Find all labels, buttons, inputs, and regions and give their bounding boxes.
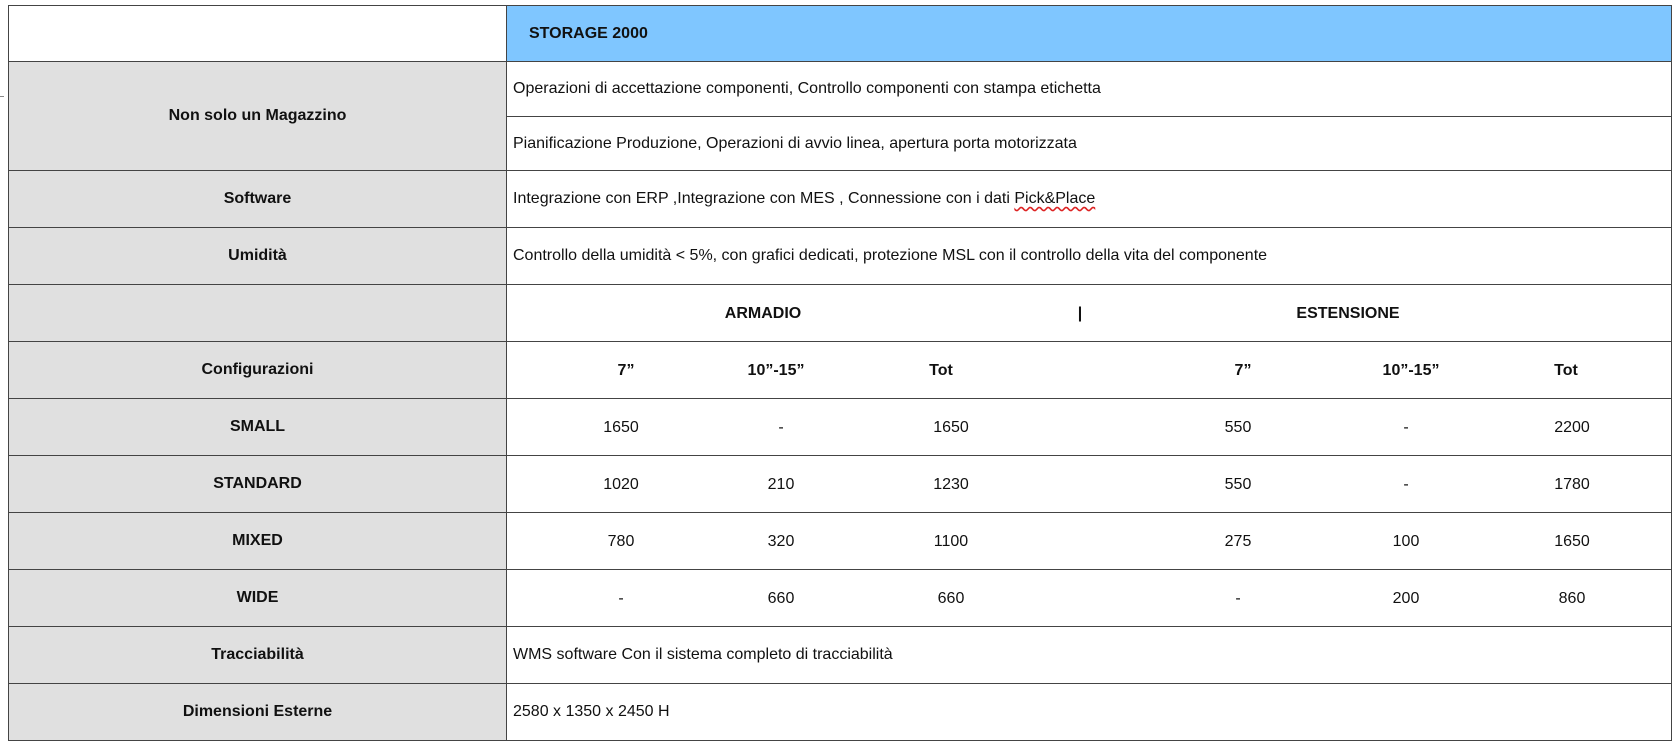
umidita-value [506,227,1672,285]
label-text: Configurazioni [201,361,314,378]
label-text: SMALL [229,418,286,435]
configurazioni-columns [506,341,1672,399]
row-label-tracciabilita [8,626,507,684]
title-text: STORAGE 2000 [529,24,648,42]
value-text: WMS software Con il sistema completo di tracciabilità [513,646,893,663]
cell-wide-tot-estensione: 860 [1558,590,1586,607]
col-header-tot-estensione: Tot [1554,362,1578,379]
col-header-10-15-armadio: 10”-15” [747,362,805,379]
col-header-10-15-estensione: 10”-15” [1382,362,1440,379]
cell-standard-tot-armadio: 1230 [933,476,969,493]
label-text: Non solo un Magazzino [168,107,347,124]
row-label-software [8,170,507,228]
group-header-row [506,284,1672,342]
cell-standard-7-armadio: 1020 [603,476,639,493]
spellcheck-word: Pick&Place [1014,190,1096,207]
tracciabilita-value [506,626,1672,684]
title-corner-cell [8,5,507,62]
cell-wide-tot-armadio: 660 [937,590,965,607]
value-text [513,190,1095,208]
spec-table [8,5,1672,751]
cell-wide-7-estensione: - [1235,590,1241,607]
non-solo-line-2 [506,116,1672,171]
table-row [506,398,1672,456]
value-text: Pianificazione Produzione, Operazioni di avvio linea, apertura porta motorizzata [513,134,1077,152]
left-edge-mark [0,96,4,97]
row-label-small [8,398,507,456]
col-header-7-armadio: 7” [617,362,635,379]
cell-small-tot-armadio: 1650 [933,419,969,436]
label-text: Umidità [228,247,287,264]
cell-mixed-tot-armadio: 1100 [933,533,969,550]
row-label-wide [8,569,507,627]
table-row [506,512,1672,570]
value-prefix: Integrazione con ERP ,Integrazione con MES , Connessione con i dati [513,190,1015,207]
table-title [506,5,1672,62]
cell-small-tot-estensione: 2200 [1554,419,1590,436]
label-text: Dimensioni Esterne [182,703,333,720]
cell-wide-10-15-estensione: 200 [1392,590,1420,607]
label-text: Tracciabilità [211,646,304,663]
col-header-tot-armadio: Tot [929,362,953,379]
table-row [506,569,1672,627]
row-label-umidita [8,227,507,285]
cell-mixed-10-15-armadio: 320 [767,533,795,550]
group-header-label-cell [8,284,507,342]
row-label-mixed [8,512,507,570]
table-row [506,455,1672,513]
cell-mixed-10-15-estensione: 100 [1392,533,1420,550]
label-text: MIXED [232,532,283,549]
cell-standard-7-estensione: 550 [1224,476,1252,493]
cell-standard-tot-estensione: 1780 [1554,476,1590,493]
value-text: Controllo della umidità < 5%, con grafici dedicati, protezione MSL con il controllo della vita del componente [513,247,1268,264]
row-label-dimensioni [8,683,507,741]
cell-mixed-7-estensione: 275 [1224,533,1252,550]
non-solo-line-1 [506,61,1672,117]
group-armadio: ARMADIO [724,305,802,322]
row-label-configurazioni [8,341,507,399]
group-separator: | [1077,305,1083,322]
cell-small-7-estensione: 550 [1224,419,1252,436]
label-text: WIDE [236,589,279,606]
value-text: Operazioni di accettazione componenti, Controllo componenti con stampa etichetta [513,80,1101,97]
dimensioni-value [506,683,1672,741]
label-text: STANDARD [213,475,302,492]
group-estensione: ESTENSIONE [1296,305,1400,322]
label-text: Software [223,190,292,207]
cell-standard-10-15-estensione: - [1403,476,1409,493]
cell-mixed-tot-estensione: 1650 [1554,533,1590,550]
cell-small-10-15-estensione: - [1403,419,1409,436]
value-text: 2580 x 1350 x 2450 H [513,703,670,720]
cell-mixed-7-armadio: 780 [607,533,635,550]
cell-wide-10-15-armadio: 660 [767,590,795,607]
row-label-non-solo [8,61,507,171]
col-header-7-estensione: 7” [1234,362,1252,379]
cell-wide-7-armadio: - [618,590,624,607]
cell-small-7-armadio: 1650 [603,419,639,436]
cell-small-10-15-armadio: - [778,419,784,436]
row-label-standard [8,455,507,513]
software-value [506,170,1672,228]
cell-standard-10-15-armadio: 210 [767,476,795,493]
